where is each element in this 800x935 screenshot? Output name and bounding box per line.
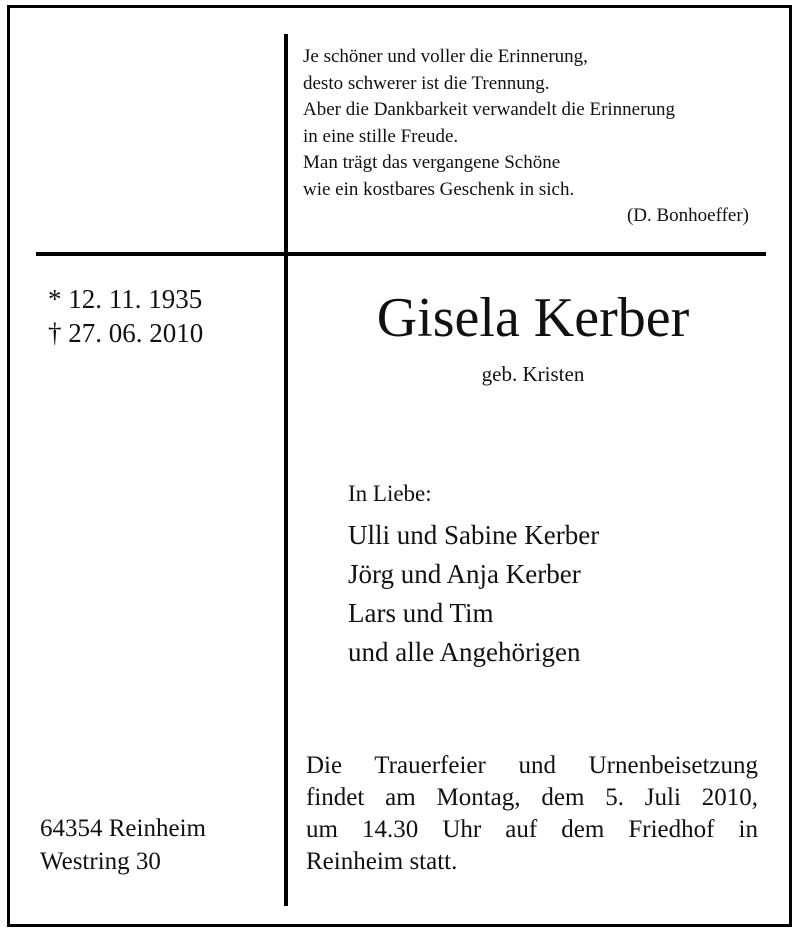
mourner-line: Jörg und Anja Kerber (348, 559, 581, 589)
cross-vertical-bar (284, 34, 288, 906)
quote-author: (D. Bonhoeffer) (626, 205, 749, 226)
mourner-line: Ulli und Sabine Kerber (348, 520, 600, 550)
quote-line: in eine stille Freude. (303, 125, 459, 147)
notice-line: findet am Montag, dem 5. Juli 2010, (306, 784, 758, 811)
birth-date: * 12. 11. 1935 (48, 284, 203, 314)
family-address (40, 812, 206, 878)
quote-line: Man trägt das vergangene Schöne (303, 152, 561, 173)
deceased-name: Gisela Kerber (376, 287, 690, 349)
mourner-line: Lars und Tim (348, 598, 494, 628)
notice-line: um 14.30 Uhr auf dem Friedhof in (306, 816, 758, 843)
memorial-quote (303, 44, 763, 230)
notice-line: Reinheim statt. (306, 848, 458, 875)
birth-name: geb. Kristen (481, 362, 585, 386)
death-date: † 27. 06. 2010 (48, 318, 204, 348)
cross-horizontal-bar (36, 252, 766, 256)
quote-line: desto schwerer ist die Trennung. (303, 72, 550, 94)
mourners-list (348, 516, 599, 672)
life-dates (48, 282, 203, 350)
address-street: Westring 30 (40, 848, 161, 875)
notice-line: Die Trauerfeier und Urnenbeisetzung (306, 752, 758, 779)
quote-line: Aber die Dankbarkeit verwandelt die Erinnerung (303, 99, 675, 120)
quote-line: Je schöner und voller die Erinnerung, (303, 46, 588, 67)
quote-line: wie ein kostbares Geschenk in sich. (303, 178, 575, 200)
address-city: 64354 Reinheim (40, 815, 206, 842)
mourner-line: und alle Angehörigen (348, 637, 581, 667)
mourners-intro: In Liebe: (348, 481, 432, 506)
funeral-notice (306, 750, 758, 878)
